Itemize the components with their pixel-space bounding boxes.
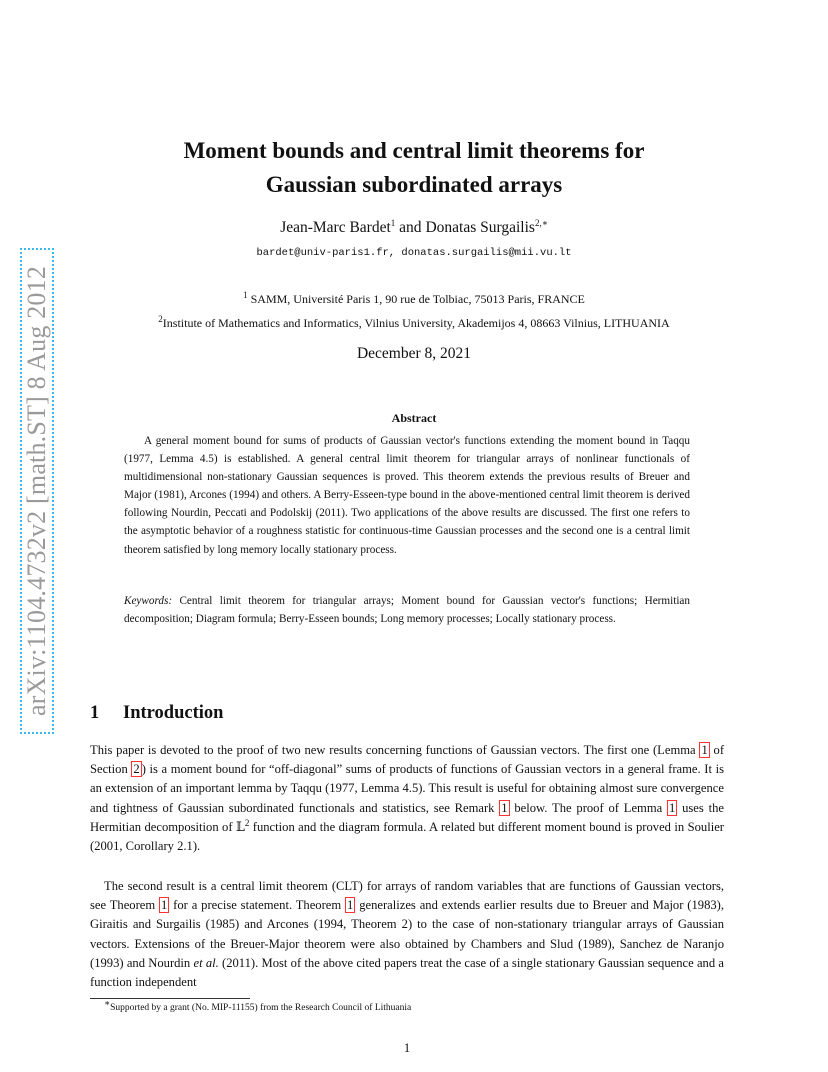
text-span: function and the diagram formula. A related but different moment bound is proved in Soulier (2001, Corollary 2.1). — [90, 819, 724, 854]
text-span: The second result is a central limit theorem (CLT) for arrays of random variables that are functions of Gaussian vectors, see Theorem — [90, 879, 724, 913]
text-span: uses the Hermitian decomposition of 𝕃 — [90, 800, 724, 834]
affiliation-1 — [90, 292, 738, 307]
footnote — [104, 998, 412, 1014]
keywords — [124, 592, 690, 628]
intro-paragraph-1 — [90, 741, 724, 856]
page-number: 1 — [403, 1041, 411, 1055]
section-number: 1 — [90, 703, 100, 723]
lemma-ref-link[interactable]: 1 — [701, 743, 708, 757]
author-1: Jean-Marc Bardet — [280, 219, 391, 236]
footnote-mark: ∗ — [104, 998, 111, 1008]
abstract-heading: Abstract — [391, 411, 437, 425]
title-line-1: Moment bounds and central limit theorems for — [183, 138, 645, 163]
abstract-body: A general moment bound for sums of products of Gaussian vector's functions extending the moment bound in Taqqu (1977, Lemma 4.5) is established. A general central limit theorem for triangular arrays of nonlinear functionals of multidimensional non-stationary Gaussian sequences is proved. This theorem extends the previous results of Breuer and Major (1981), Arcones (1994) and others. A Berry-Esseen-type bound in the above-mentioned central limit theorem is derived following Nourdin, Peccati and Podolskij (2011). Two applications of the above results are discussed. The first one refers to the asymptotic behavior of a roughness statistic for continuous-time Gaussian processes and the second one is a central limit theorem satisfied by long memory locally stationary process. — [124, 435, 690, 556]
footnote-text: Supported by a grant (No. MIP-11155) from the Research Council of Lithuania — [110, 1003, 412, 1014]
affiliation-2-mark: 2 — [158, 314, 163, 324]
text-span: ) is a moment bound for “off-diagonal” sums of products of functions of Gaussian vectors in a general frame. It is an extension of an important lemma by Taqqu (1977, Lemma 4.5). This result is useful for obtaining almost sure convergence and tightness of Gaussian subordinated functionals and statistics, see Remark — [90, 762, 724, 815]
author-2-affil-mark: 2,∗ — [534, 217, 548, 228]
paper-title — [90, 134, 738, 202]
author-conj: and — [395, 219, 426, 236]
lemma-ref-link[interactable]: 1 — [669, 800, 676, 815]
affiliation-2-text: Institute of Mathematics and Informatics, Vilnius University, Akademijos 4, 08663 Vilnius, LITHUANIA — [162, 316, 670, 330]
text-span: This paper is devoted to the proof of two new results concerning functions of Gaussian vectors. The first one (Lemma — [90, 743, 700, 757]
affiliation-1-mark: 1 — [243, 290, 248, 300]
author-emails: bardet@univ-paris1.fr, donatas.surgailis@mii.vu.lt — [256, 247, 572, 259]
footnote-rule — [90, 998, 250, 999]
affiliation-2 — [90, 316, 738, 331]
intro-paragraph-2 — [90, 877, 724, 992]
et-al: et al. — [193, 955, 219, 970]
author-list — [90, 219, 738, 237]
paper-date: December 8, 2021 — [356, 345, 472, 362]
section-ref-link[interactable]: 2 — [133, 762, 140, 777]
section-heading — [90, 703, 223, 724]
affiliation-1-text: SAMM, Université Paris 1, 90 rue de Tolbiac, 75013 Paris, FRANCE — [247, 292, 585, 306]
text-span: for a precise statement. Theorem — [169, 898, 346, 913]
author-2: Donatas Surgailis — [425, 219, 535, 236]
theorem-ref-link[interactable]: 1 — [347, 898, 354, 913]
arxiv-identifier[interactable]: arXiv:1104.4732v2 [math.ST] 8 Aug 2012 — [22, 265, 51, 717]
superscript: 2 — [244, 817, 250, 828]
section-title: Introduction — [123, 703, 224, 723]
title-line-2: Gaussian subordinated arrays — [265, 172, 563, 197]
keywords-label: Keywords: — [124, 595, 173, 607]
text-span: below. The proof of Lemma — [509, 800, 668, 815]
text-span: (2011). Most of the above cited papers treat the case of a single stationary Gaussian sequence and a function independent — [90, 955, 724, 990]
theorem-ref-link[interactable]: 1 — [161, 898, 168, 913]
author-1-affil-mark: 1 — [390, 217, 396, 228]
text-span: of Section — [90, 743, 725, 777]
remark-ref-link[interactable]: 1 — [501, 800, 508, 815]
text-span: generalizes and extends earlier results due to Breuer and Major (1983), Giraitis and Surgailis (1985) and Arcones (1994, Theorem 2) to the case of non-stationary triangular arrays of Gaussian vectors. Extensions of the Breuer-Major theorem were also obtained by Chambers and Slud (1989), Sanchez de Naranjo (1993) and Nourdin — [90, 898, 725, 970]
keywords-text: Central limit theorem for triangular arrays; Moment bound for Gaussian vector's functions; Hermitian decomposition; Diagram formula; Berry-Esseen bounds; Long memory processes; Locally stationary process. — [124, 595, 690, 626]
